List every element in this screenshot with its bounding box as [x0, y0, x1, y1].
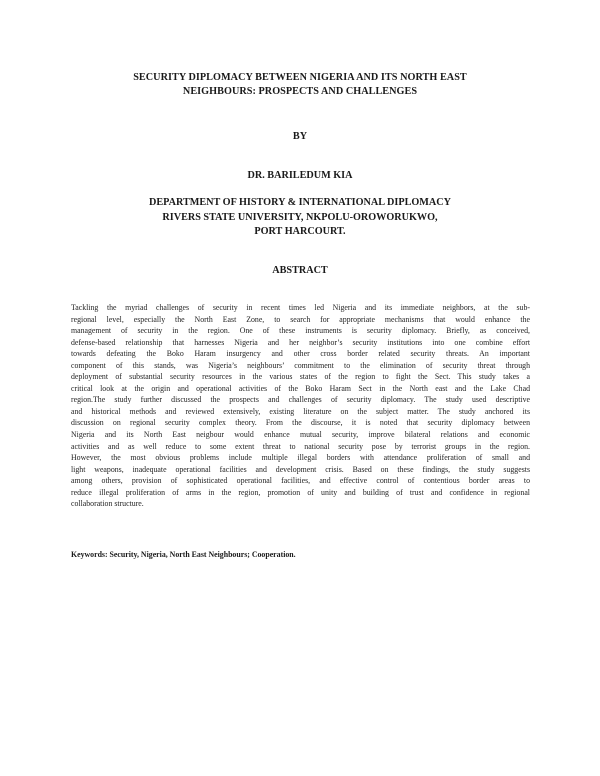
abstract-line: Tackling the myriad challenges of security in recent times led Nigeria and its immediate neighbors, at the sub-: [71, 303, 530, 312]
abstract-line: and historical methods and reviewed extensively, existing literature on the subject matter. The study anchored its: [71, 406, 530, 416]
author-affiliation: [60, 196, 540, 240]
abstract-line: discussion on regional security complex theory. From the discourse, it is noted that security diplomacy between: [71, 418, 530, 428]
abstract-line: collaboration structure.: [71, 499, 144, 509]
abstract-line: defense-based relationship that harnesses Nigeria and her neighbor’s security institutions into one combine effort: [71, 337, 530, 347]
abstract-line: reduce illegal proliferation of arms in the region, promotion of unity and building of trust and confidence in regional: [71, 487, 530, 497]
abstract-heading: ABSTRACT: [272, 265, 328, 276]
affiliation-line: PORT HARCOURT.: [254, 226, 346, 237]
abstract-line: critical look at the origin and operational activities of the Boko Haram Sect in the North east and the Lake Chad: [71, 383, 530, 393]
affiliation-line: DEPARTMENT OF HISTORY & INTERNATIONAL DIPLOMACY: [148, 197, 451, 208]
abstract-line: management of security in the region. One of these instruments is security diplomacy. Briefly, as conceived,: [71, 326, 530, 336]
abstract-line: region.The study further discussed the prospects and challenges of security diplomacy. The study used descriptive: [71, 395, 530, 405]
abstract-line: among others, provision of sophisticated operational facilities, and effective control of contentious border areas to: [71, 476, 530, 486]
paper-title-line: NEIGHBOURS: PROSPECTS AND CHALLENGES: [182, 86, 418, 97]
keywords: Keywords: Security, Nigeria, North East Neighbours; Cooperation.: [71, 550, 296, 559]
abstract-line: However, the most obvious problems include multiple illegal borders with attendance proliferation of small and: [71, 453, 530, 463]
abstract-line: light weapons, inadequate operational facilities and development crisis. Based on these findings, the study suggests: [71, 464, 530, 474]
paper-title-line: SECURITY DIPLOMACY BETWEEN NIGERIA AND ITS NORTH EAST: [133, 72, 467, 83]
abstract-line: Nigeria and its North East neigbour would enhance mutual security, improve bilateral relations and economic: [71, 430, 530, 440]
author-name: DR. BARILEDUM KIA: [247, 170, 353, 181]
abstract-line: regional level, especially the North East Zone, to search for appropriate mechanisms that would enhance the: [71, 314, 530, 324]
affiliation-line: RIVERS STATE UNIVERSITY, NKPOLU-OROWORUKWO,: [162, 211, 438, 223]
abstract-line: activities and as well reduce to some extent threat to national security pose by terrorist groups in the region.: [71, 441, 530, 451]
abstract-line: deployment of substantial security resources in the various states of the region to fight the Sect. This study takes a: [71, 372, 530, 382]
abstract-line: component of this stands, was Nigeria’s neighbours’ commitment to the elimination of security threat through: [71, 360, 530, 370]
by-line: BY: [292, 131, 308, 142]
abstract-line: towards defeating the Boko Haram insurgency and other cross border related security threats. An important: [71, 349, 530, 359]
paper-title: [60, 71, 540, 99]
abstract-body: [71, 302, 530, 510]
